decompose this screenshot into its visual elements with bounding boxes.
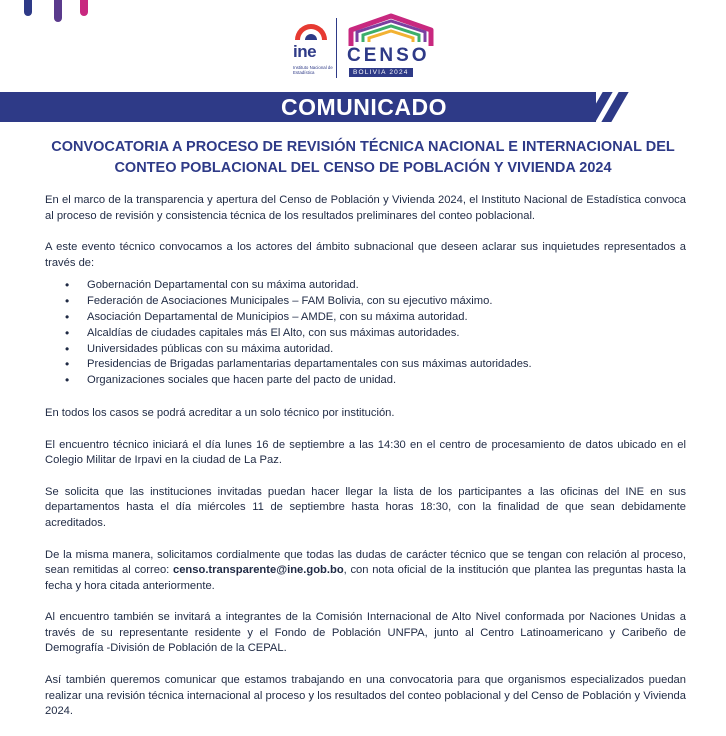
ine-logo-text: ine: [293, 42, 317, 61]
paragraph-participant-list: Se solicita que las instituciones invitadas puedan hacer llegar la lista de los participantes a las oficinas del INE en sus departamentos hasta el día miércoles 11 de septiembre hasta horas 18:30, con la finalidad de que sean debidamente acreditados.: [45, 485, 686, 529]
paragraph-accreditation: En todos los casos se podrá acreditar a un solo técnico por institución.: [45, 406, 395, 419]
corner-bar-purple: [54, 0, 62, 22]
contact-text-after: , con nota oficial de la institución que plantea las preguntas hasta la fecha y hora citada anteriormente.: [45, 564, 686, 592]
paragraph-international-commission: Al encuentro también se invitará a integrantes de la Comisión Internacional de Alto Nivel conformada por Naciones Unidas a través de su representante residente y el Fondo de Población UNFPA, junto al Centro Latinoamericano y Caribeño de Demografía -División de Población de la CEPAL.: [45, 611, 686, 655]
document-body: [45, 193, 686, 736]
corner-bar-navy: [24, 0, 32, 16]
list-item: • Asociación Departamental de Municipios – AMDE, con su máxima autoridad.: [87, 310, 686, 326]
list-item: • Organizaciones sociales que hacen parte del pacto de unidad.: [87, 373, 686, 389]
comunicado-banner: [0, 92, 726, 122]
list-item: • Federación de Asociaciones Municipales – FAM Bolivia, con su ejecutivo máximo.: [87, 294, 686, 310]
paragraph-event-date: El encuentro técnico iniciará el día lunes 16 de septiembre a las 14:30 en el centro de procesamiento de datos ubicado en el Colegio Militar de Irpavi en la ciudad de La Paz.: [45, 438, 686, 467]
list-item: • Universidades públicas con su máxima autoridad.: [87, 342, 686, 358]
paragraph-intro: En el marco de la transparencia y apertura del Censo de Población y Vivienda 2024, el Instituto Nacional de Estadística convoca al proceso de revisión y consistencia técnica de los resultados preliminares del conteo poblacional.: [45, 194, 686, 222]
logo-divider: [336, 18, 337, 78]
censo-logo-subtitle: BOLIVIA 2024: [349, 68, 413, 77]
contact-email-link[interactable]: censo.transparente@ine.gob.bo: [172, 564, 344, 577]
document-heading: CONVOCATORIA A PROCESO DE REVISIÓN TÉCNICA NACIONAL E INTERNACIONAL DEL CONTEO POBLACIONAL DEL CENSO DE POBLACIÓN Y VIVIENDA 2024: [51, 139, 675, 176]
paragraph-convocation: A este evento técnico convocamos a los actores del ámbito subnacional que deseen aclarar sus inquietudes representados a través de:: [45, 241, 686, 269]
corner-bar-magenta: [80, 0, 88, 16]
participant-list: [45, 278, 686, 389]
list-item: • Alcaldías de ciudades capitales más El Alto, con sus máximas autoridades.: [87, 326, 686, 342]
banner-title: COMUNICADO: [281, 94, 447, 120]
list-item: • Presidencias de Brigadas parlamentarias departamentales con sus máximas autoridades.: [87, 357, 686, 373]
list-item: • Gobernación Departamental con su máxima autoridad.: [87, 278, 686, 294]
ine-logo-subtitle: Instituto Nacional de Estadística: [293, 65, 333, 75]
paragraph-contact: [45, 548, 686, 595]
censo-logo-text: CENSO: [347, 45, 430, 66]
header-logos: [291, 12, 441, 80]
paragraph-international-review: Así también queremos comunicar que estamos trabajando en una convocatoria para que organismos especializados puedan realizar una revisión técnica internacional al proceso y los resultados del conteo poblacional y del Censo de Población y Vivienda 2024.: [45, 674, 686, 718]
contact-text-before: De la misma manera, solicitamos cordialmente que todas las dudas de carácter técnico que se tengan con relación al proceso, sean remitidas al correo:: [45, 548, 686, 577]
